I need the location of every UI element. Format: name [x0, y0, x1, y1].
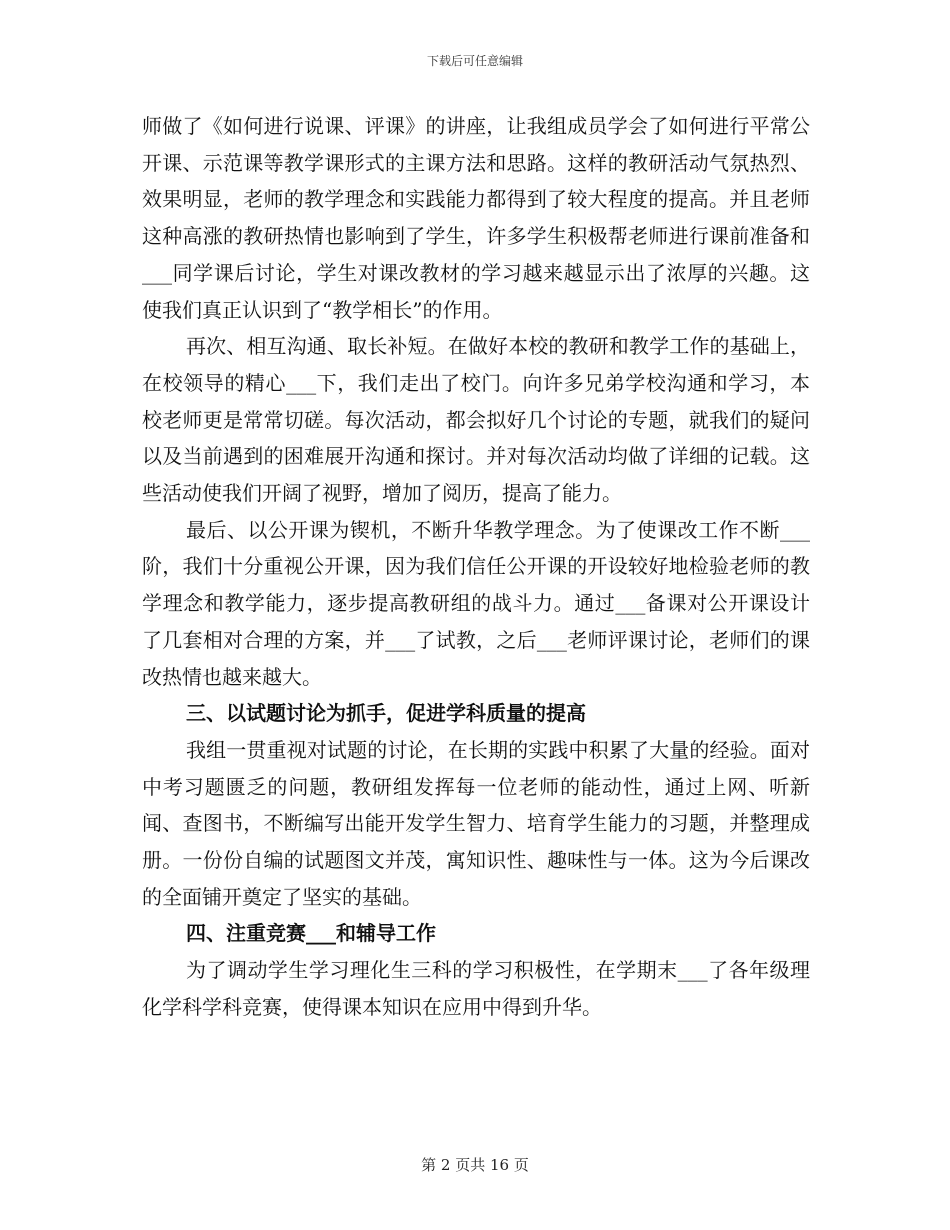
section-heading-4: 四、注重竞赛___和辅导工作 [186, 921, 436, 946]
paragraph-5: 为了调动学生学习理化生三科的学习积极性，在学期末___了各年级理化学科学科竞赛，使得课本知识在应用中得到升华。 [142, 958, 810, 1019]
section-heading-3: 三、以试题讨论为抓手，促进学科质量的提高 [186, 701, 586, 726]
document-body [142, 108, 810, 1026]
paragraph-3: 最后、以公开课为锲机，不断升华教学理念。为了使课改工作不断___阶，我们十分重视公开课，因为我们信任公开课的开设较好地检验老师的教学理念和教学能力，逐步提高教研组的战斗力。通过___备课对公开课设计了几套相对合理的方案，并___了试教，之后___老师评课讨论，老师们的课改热情也越来越大。 [142, 517, 810, 689]
paragraph-2: 再次、相互沟通、取长补短。在做好本校的教研和教学工作的基础上，在校领导的精心___下，我们走出了校门。向许多兄弟学校沟通和学习，本校老师更是常常切磋。每次活动，都会拟好几个讨论的专题，就我们的疑问以及当前遇到的困难展开沟通和探讨。并对每次活动均做了详细的记载。这些活动使我们开阔了视野，增加了阅历，提高了能力。 [142, 334, 810, 506]
page-footer: 第 2 页共 16 页 [421, 1156, 529, 1174]
page-header: 下载后可任意编辑 [426, 54, 523, 68]
paragraph-4: 我组一贯重视对试题的讨论，在长期的实践中积累了大量的经验。面对中考习题匮乏的问题，教研组发挥每一位老师的能动性，通过上网、听新闻、查图书，不断编写出能开发学生智力、培育学生能力的习题，并整理成册。一份份自编的试题图文并茂，寓知识性、趣味性与一体。这为今后课改的全面铺开奠定了坚实的基础。 [142, 737, 810, 909]
paragraph-1: 师做了《如何进行说课、评课》的讲座，让我组成员学会了如何进行平常公开课、示范课等教学课形式的主课方法和思路。这样的教研活动气氛热烈、效果明显，老师的教学理念和实践能力都得到了较大程度的提高。并且老师这种高涨的教研热情也影响到了学生，许多学生积极帮老师进行课前准备和___同学课后讨论，学生对课改教材的学习越来越显示出了浓厚的兴趣。这使我们真正认识到了“教学相长”的作用。 [142, 114, 810, 322]
